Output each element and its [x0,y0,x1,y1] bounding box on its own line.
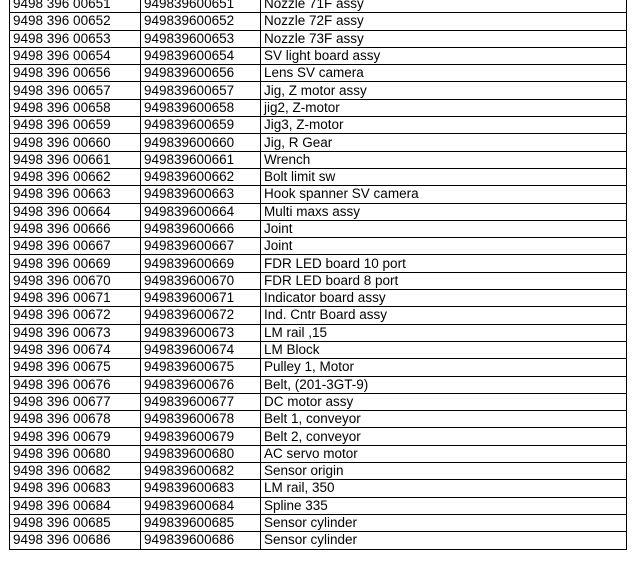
part-number-cell: 949839600676 [141,376,261,393]
table-row [10,514,627,531]
table-row [10,324,627,341]
table-row [10,255,627,272]
part-description-cell: Wrench [261,151,627,168]
part-description-cell: SV light board assy [261,47,627,64]
part-number-spaced-cell: 9498 396 00684 [10,497,141,514]
part-number-spaced-cell: 9498 396 00667 [10,238,141,255]
part-number-cell: 949839600672 [141,307,261,324]
table-row [10,168,627,185]
part-number-cell: 949839600685 [141,514,261,531]
table-row [10,203,627,220]
table-row [10,393,627,410]
table-row [10,134,627,151]
part-description-cell: Hook spanner SV camera [261,186,627,203]
part-number-spaced-cell: 9498 396 00657 [10,82,141,99]
part-description-cell: FDR LED board 10 port [261,255,627,272]
part-description-cell: DC motor assy [261,393,627,410]
part-number-spaced-cell: 9498 396 00669 [10,255,141,272]
table-row [10,376,627,393]
part-description-cell: Belt 1, conveyor [261,411,627,428]
part-number-spaced-cell: 9498 396 00662 [10,168,141,185]
part-number-cell: 949839600671 [141,290,261,307]
part-description-cell: Jig, Z motor assy [261,82,627,99]
part-number-cell: 949839600664 [141,203,261,220]
table-row [10,82,627,99]
part-description-cell: Jig, R Gear [261,134,627,151]
part-description-cell: LM Block [261,341,627,358]
part-number-cell: 949839600678 [141,411,261,428]
part-number-cell: 949839600658 [141,99,261,116]
part-description-cell: Belt 2, conveyor [261,428,627,445]
part-number-spaced-cell: 9498 396 00686 [10,532,141,549]
part-number-cell: 949839600663 [141,186,261,203]
part-number-cell: 949839600683 [141,480,261,497]
part-description-cell: Sensor origin [261,463,627,480]
part-number-cell: 949839600682 [141,463,261,480]
table-row [10,341,627,358]
part-number-spaced-cell: 9498 396 00670 [10,272,141,289]
part-description-cell: Indicator board assy [261,290,627,307]
table-row [10,463,627,480]
part-number-spaced-cell: 9498 396 00678 [10,411,141,428]
part-number-cell: 949839600669 [141,255,261,272]
part-number-cell: 949839600684 [141,497,261,514]
part-number-spaced-cell: 9498 396 00675 [10,359,141,376]
table-row [10,30,627,47]
part-number-spaced-cell: 9498 396 00672 [10,307,141,324]
part-number-spaced-cell: 9498 396 00685 [10,514,141,531]
part-number-cell: 949839600675 [141,359,261,376]
table-row [10,99,627,116]
table-row [10,290,627,307]
part-number-spaced-cell: 9498 396 00654 [10,47,141,64]
part-description-cell: Spline 335 [261,497,627,514]
part-description-cell: Pulley 1, Motor [261,359,627,376]
part-number-spaced-cell: 9498 396 00660 [10,134,141,151]
part-number-spaced-cell: 9498 396 00679 [10,428,141,445]
part-description-cell: LM rail ,15 [261,324,627,341]
part-description-cell: Multi maxs assy [261,203,627,220]
part-description-cell: AC servo motor [261,445,627,462]
part-description-cell: Joint [261,220,627,237]
part-number-cell: 949839600666 [141,220,261,237]
table-row [10,307,627,324]
table-row [10,65,627,82]
table-row [10,428,627,445]
part-number-cell: 949839600657 [141,82,261,99]
part-number-spaced-cell: 9498 396 00666 [10,220,141,237]
part-description-cell: FDR LED board 8 port [261,272,627,289]
part-number-spaced-cell: 9498 396 00682 [10,463,141,480]
table-row [10,238,627,255]
part-number-cell: 949839600686 [141,532,261,549]
part-number-cell: 949839600652 [141,13,261,30]
part-number-spaced-cell: 9498 396 00663 [10,186,141,203]
part-number-spaced-cell: 9498 396 00653 [10,30,141,47]
table-row [10,117,627,134]
part-number-cell: 949839600673 [141,324,261,341]
table-row [10,359,627,376]
table-row [10,532,627,549]
part-description-cell: Sensor cylinder [261,514,627,531]
table-row [10,445,627,462]
part-number-cell: 949839600679 [141,428,261,445]
part-number-cell: 949839600674 [141,341,261,358]
part-number-spaced-cell: 9498 396 00680 [10,445,141,462]
part-description-cell: Nozzle 72F assy [261,13,627,30]
part-number-cell: 949839600654 [141,47,261,64]
part-number-spaced-cell: 9498 396 00671 [10,290,141,307]
part-description-cell: LM rail, 350 [261,480,627,497]
part-number-spaced-cell: 9498 396 00676 [10,376,141,393]
table-row [10,480,627,497]
part-number-cell: 949839600662 [141,168,261,185]
part-number-spaced-cell: 9498 396 00661 [10,151,141,168]
table-row [10,272,627,289]
table-row [10,13,627,30]
table-row [10,151,627,168]
part-description-cell: Nozzle 71F assy [261,0,627,13]
part-number-cell: 949839600670 [141,272,261,289]
part-number-spaced-cell: 9498 396 00673 [10,324,141,341]
part-number-spaced-cell: 9498 396 00651 [10,0,141,13]
part-number-spaced-cell: 9498 396 00659 [10,117,141,134]
part-number-cell: 949839600651 [141,0,261,13]
part-number-cell: 949839600653 [141,30,261,47]
part-number-cell: 949839600680 [141,445,261,462]
part-description-cell: Belt, (201-3GT-9) [261,376,627,393]
part-description-cell: Jig3, Z-motor [261,117,627,134]
parts-table-body [10,0,627,549]
part-number-cell: 949839600660 [141,134,261,151]
part-number-spaced-cell: 9498 396 00683 [10,480,141,497]
part-number-cell: 949839600667 [141,238,261,255]
part-number-spaced-cell: 9498 396 00677 [10,393,141,410]
table-row [10,411,627,428]
part-number-spaced-cell: 9498 396 00674 [10,341,141,358]
part-number-spaced-cell: 9498 396 00664 [10,203,141,220]
table-row [10,186,627,203]
part-description-cell: Lens SV camera [261,65,627,82]
parts-table [9,0,627,550]
part-description-cell: Joint [261,238,627,255]
part-description-cell: jig2, Z-motor [261,99,627,116]
table-row [10,47,627,64]
part-description-cell: Ind. Cntr Board assy [261,307,627,324]
part-number-cell: 949839600677 [141,393,261,410]
table-row [10,497,627,514]
table-row [10,220,627,237]
part-number-cell: 949839600656 [141,65,261,82]
part-description-cell: Nozzle 73F assy [261,30,627,47]
part-description-cell: Bolt limit sw [261,168,627,185]
part-number-spaced-cell: 9498 396 00656 [10,65,141,82]
table-row [10,0,627,13]
part-number-cell: 949839600661 [141,151,261,168]
part-number-spaced-cell: 9498 396 00652 [10,13,141,30]
part-description-cell: Sensor cylinder [261,532,627,549]
part-number-spaced-cell: 9498 396 00658 [10,99,141,116]
part-number-cell: 949839600659 [141,117,261,134]
